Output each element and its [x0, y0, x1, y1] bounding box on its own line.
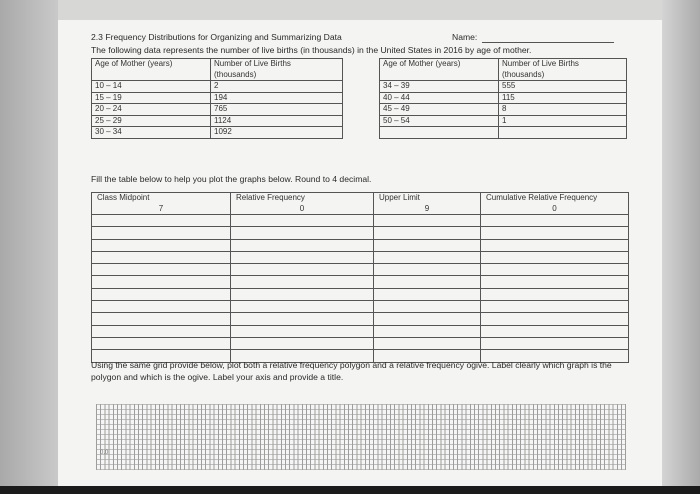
births-cell: 555 [499, 81, 627, 93]
births-cell: 1124 [211, 115, 343, 127]
table-row [380, 81, 627, 93]
blank-cell[interactable] [374, 325, 481, 337]
blank-cell[interactable] [92, 215, 231, 227]
table-row [92, 215, 629, 227]
blank-cell[interactable] [92, 239, 231, 251]
midpoint-value: 7 [158, 203, 164, 213]
name-blank[interactable] [482, 42, 614, 43]
blank-cell[interactable] [92, 227, 231, 239]
blank-cell[interactable] [374, 313, 481, 325]
name-label: Name: [452, 32, 478, 42]
blank-cell[interactable] [231, 325, 374, 337]
births-cell [499, 127, 627, 139]
table-row [92, 239, 629, 251]
table-row [92, 251, 629, 263]
age-header: Age of Mother (years) [92, 59, 211, 81]
blank-cell[interactable] [481, 313, 629, 325]
blank-cell[interactable] [374, 337, 481, 349]
age-cell [380, 127, 499, 139]
age-cell: 45 – 49 [380, 104, 499, 116]
table-row [92, 301, 629, 313]
blank-cell[interactable] [374, 276, 481, 288]
blank-cell[interactable] [374, 227, 481, 239]
blank-cell[interactable] [374, 288, 481, 300]
blank-cell[interactable] [481, 227, 629, 239]
table-row [380, 127, 627, 139]
table-row [92, 276, 629, 288]
table-row [92, 227, 629, 239]
blank-cell[interactable] [92, 288, 231, 300]
cumfreq-value: 0 [552, 203, 557, 213]
cumfreq-header [481, 193, 629, 215]
blank-cell[interactable] [92, 276, 231, 288]
births-cell: 765 [211, 104, 343, 116]
cumfreq-label: Cumulative Relative Frequency [486, 193, 598, 202]
age-cell: 40 – 44 [380, 92, 499, 104]
worksheet-title: 2.3 Frequency Distributions for Organizing and Summarizing Data [91, 32, 342, 42]
table-row [92, 104, 343, 116]
age-cell: 50 – 54 [380, 115, 499, 127]
midpoint-header [92, 193, 231, 215]
age-cell: 20 – 24 [92, 104, 211, 116]
blank-cell[interactable] [231, 251, 374, 263]
blank-cell[interactable] [374, 251, 481, 263]
blank-cell[interactable] [481, 215, 629, 227]
births-cell: 1092 [211, 127, 343, 139]
table-header-row [92, 59, 343, 81]
upper-limit-header [374, 193, 481, 215]
births-header-line2: (thousands) [214, 69, 257, 79]
plot-table [91, 192, 629, 363]
blank-cell[interactable] [92, 325, 231, 337]
table-header-row [380, 59, 627, 81]
births-cell: 115 [499, 92, 627, 104]
blank-cell[interactable] [231, 239, 374, 251]
table-row [92, 288, 629, 300]
table-row [92, 115, 343, 127]
blank-cell[interactable] [231, 288, 374, 300]
age-cell: 25 – 29 [92, 115, 211, 127]
blank-cell[interactable] [231, 313, 374, 325]
table-row [92, 313, 629, 325]
blank-cell[interactable] [92, 264, 231, 276]
table-row [92, 92, 343, 104]
blank-cell[interactable] [481, 325, 629, 337]
blank-cell[interactable] [374, 215, 481, 227]
graph-grid[interactable] [96, 404, 626, 470]
plot-table-header-row [92, 193, 629, 215]
births-cell: 2 [211, 81, 343, 93]
table-row [92, 264, 629, 276]
relfreq-value: 0 [299, 203, 305, 213]
age-cell: 15 – 19 [92, 92, 211, 104]
upper-limit-label: Upper Limit [379, 193, 420, 202]
births-header-line1: Number of Live Births [214, 59, 291, 68]
table-row [380, 115, 627, 127]
fill-instruction: Fill the table below to help you plot the graphs below. Round to 4 decimal. [91, 174, 372, 184]
births-cell: 1 [499, 115, 627, 127]
blank-cell[interactable] [231, 337, 374, 349]
blank-cell[interactable] [374, 264, 481, 276]
blank-cell[interactable] [374, 239, 481, 251]
table-row [92, 337, 629, 349]
blank-cell[interactable] [374, 301, 481, 313]
table-row [92, 325, 629, 337]
births-header [499, 59, 627, 81]
blank-cell[interactable] [481, 301, 629, 313]
births-header-line1: Number of Live Births [502, 59, 579, 68]
blank-cell[interactable] [481, 251, 629, 263]
blank-cell[interactable] [481, 276, 629, 288]
births-cell: 194 [211, 92, 343, 104]
blank-cell[interactable] [481, 337, 629, 349]
top-shadow [58, 0, 662, 20]
blank-cell[interactable] [92, 251, 231, 263]
left-shadow [0, 0, 58, 494]
relfreq-header [231, 193, 374, 215]
table-row [92, 127, 343, 139]
blank-cell[interactable] [92, 313, 231, 325]
births-table-left [91, 58, 343, 139]
age-header: Age of Mother (years) [380, 59, 499, 81]
births-header [211, 59, 343, 81]
blank-cell[interactable] [231, 227, 374, 239]
births-header-line2: (thousands) [502, 69, 545, 79]
table-row [380, 92, 627, 104]
blank-cell[interactable] [481, 288, 629, 300]
upper-limit-value: 9 [424, 203, 430, 213]
bottom-bar [0, 486, 700, 494]
plot-instruction: Using the same grid provide below, plot both a relative frequency polygon and a relative frequency ogive. Label clearly which graph is the polygon and which is the ogive. Label your axis and provide a title. [91, 360, 612, 382]
blank-cell[interactable] [231, 215, 374, 227]
blank-cell[interactable] [231, 276, 374, 288]
age-cell: 10 – 14 [92, 81, 211, 93]
age-cell: 34 – 39 [380, 81, 499, 93]
births-cell: 8 [499, 104, 627, 116]
age-cell: 30 – 34 [92, 127, 211, 139]
table-row [92, 81, 343, 93]
blank-cell[interactable] [92, 301, 231, 313]
intro-text: The following data represents the number of live births (in thousands) in the United States in 2016 by age of mother. [91, 45, 532, 55]
blank-cell[interactable] [481, 264, 629, 276]
blank-cell[interactable] [92, 337, 231, 349]
midpoint-label: Class Midpoint [97, 193, 150, 202]
blank-cell[interactable] [231, 301, 374, 313]
relfreq-label: Relative Frequency [236, 193, 305, 202]
grid-axis-label: 0.0 [100, 450, 109, 456]
table-row [380, 104, 627, 116]
right-shadow [662, 0, 700, 494]
births-table-right [379, 58, 627, 139]
blank-cell[interactable] [231, 264, 374, 276]
blank-cell[interactable] [481, 239, 629, 251]
